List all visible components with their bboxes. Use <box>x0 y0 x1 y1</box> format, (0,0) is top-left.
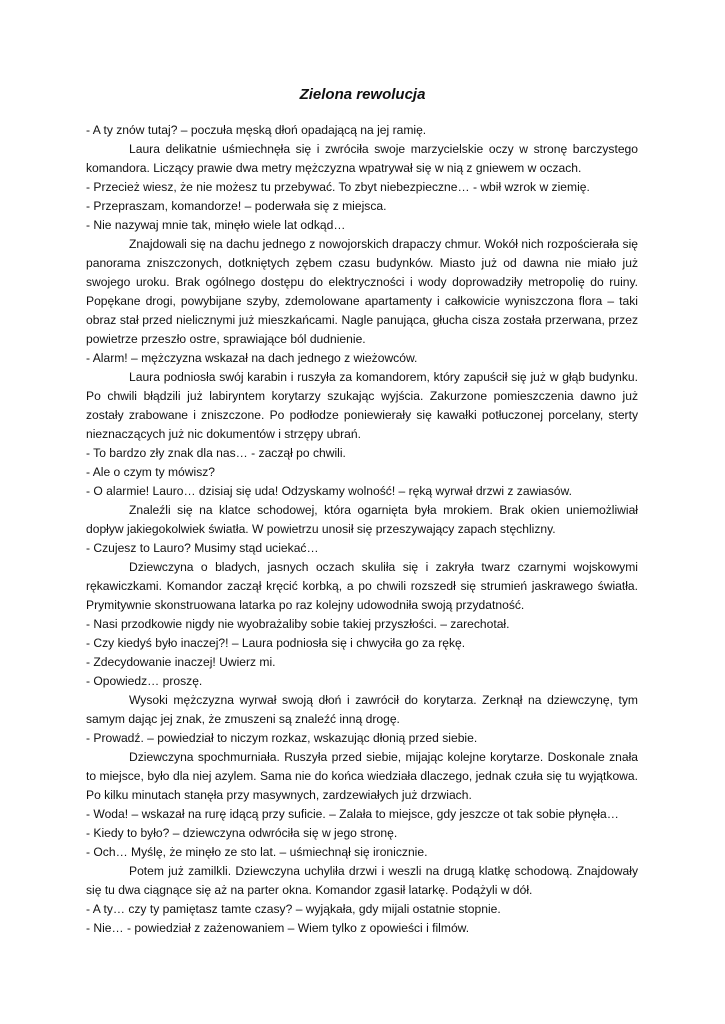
dialogue-line: - A ty… czy ty pamiętasz tamte czasy? – wyjąkała, gdy mijali ostatnie stopnie. <box>86 902 501 916</box>
dialogue-line: - Kiedy to było? – dziewczyna odwróciła się w jego stronę. <box>86 826 398 840</box>
narrative-paragraph: Znaleźli się na klatce schodowej, która ogarnięta była mrokiem. Brak okien uniemożliwiał dopływ jakiegokolwiek światła. W powietrzu unosił się przeszywający zapach stęchlizny. <box>86 503 638 536</box>
dialogue-line: - Prowadź. – powiedział to niczym rozkaz, wskazując dłonią przed siebie. <box>86 731 478 745</box>
dialogue-line: - A ty znów tutaj? – poczuła męską dłoń opadającą na jej ramię. <box>86 123 427 137</box>
dialogue-line: - Nasi przodkowie nigdy nie wyobrażaliby sobie takiej przyszłości. – zarechotał. <box>86 617 510 631</box>
dialogue-line: - Przecież wiesz, że nie możesz tu przebywać. To zbyt niebezpieczne… - wbił wzrok w ziemię. <box>86 180 590 194</box>
dialogue-line: - O alarmie! Lauro… dzisiaj się uda! Odzyskamy wolność! – ręką wyrwał drzwi z zawiasów. <box>86 484 572 498</box>
dialogue-line: - Woda! – wskazał na rurę idącą przy suficie. – Zalała to miejsce, gdy jeszcze ot tak sobie płynęła… <box>86 807 619 821</box>
dialogue-line: - Och… Myślę, że minęło ze sto lat. – uśmiechnął się ironicznie. <box>86 845 428 859</box>
dialogue-line: - Alarm! – mężczyzna wskazał na dach jednego z wieżowców. <box>86 351 418 365</box>
dialogue-line: - Nie… - powiedział z zażenowaniem – Wiem tylko z opowieści i filmów. <box>86 921 470 935</box>
dialogue-line: - To bardzo zły znak dla nas… - zaczął po chwili. <box>86 446 346 460</box>
narrative-paragraph: Laura podniosła swój karabin i ruszyła za komandorem, który zapuścił się już w głąb budynku. Po chwili błądzili już labiryntem korytarzy szukając wyjścia. Zakurzone pomieszczenia dawno już zostały zrabowane i zniszczone. Po podłodze poniewierały się kawałki potłuczonej porcelany, sterty nieznaczących już nic dokumentów i strzępy ubrań. <box>86 370 638 441</box>
document-body <box>86 121 638 938</box>
narrative-paragraph: Wysoki mężczyzna wyrwał swoją dłoń i zawrócił do korytarza. Zerknął na dziewczynę, tym samym dając jej znak, że zmuszeni są znaleźć inną drogę. <box>86 693 638 726</box>
dialogue-line: - Czujesz to Lauro? Musimy stąd uciekać… <box>86 541 319 555</box>
narrative-paragraph: Laura delikatnie uśmiechnęła się i zwróciła swoje marzycielskie oczy w stronę barczystego komandora. Liczący prawie dwa metry mężczyzna wpatrywał się w nią z gniewem w oczach. <box>86 142 638 175</box>
dialogue-line: - Nie nazywaj mnie tak, minęło wiele lat odkąd… <box>86 218 346 232</box>
narrative-paragraph: Dziewczyna spochmurniała. Ruszyła przed siebie, mijając kolejne korytarze. Doskonale znała to miejsce, było dla niej azylem. Sama nie do końca wiedziała dlaczego, jednak czuła się tu wyjątkowa. Po kilku minutach stanęła przy masywnych, zardzewiałych już drzwiach. <box>86 750 638 802</box>
dialogue-line: - Zdecydowanie inaczej! Uwierz mi. <box>86 655 276 669</box>
dialogue-line: - Przepraszam, komandorze! – poderwała się z miejsca. <box>86 199 387 213</box>
narrative-paragraph: Znajdowali się na dachu jednego z nowojorskich drapaczy chmur. Wokół nich rozpościerała się panorama zniszczonych, dotkniętych zębem czasu budynków. Miasto już od dawna nie miało już swojego uroku. Brak ogólnego dostępu do elektryczności i wody doprowadziły metropolię do ruiny. Popękane drogi, powybijane szyby, zdemolowane apartamenty i całkowicie wyniszczona flora – taki obraz stał przed nielicznymi już mieszkańcami. Nagle panująca, głucha cisza została przerwana, przez powietrze przeszło ostre, sprawiające ból dudnienie. <box>86 237 638 346</box>
narrative-paragraph: Dziewczyna o bladych, jasnych oczach skuliła się i zakryła twarz czarnymi wojskowymi rękawiczkami. Komandor zaczął kręcić korbką, a po chwili rozszedł się strumień jaskrawego światła. Prymitywnie skonstruowana latarka po raz kolejny udowodniła swoją przydatność. <box>86 560 638 612</box>
dialogue-line: - Opowiedz… proszę. <box>86 674 203 688</box>
document-title: Zielona rewolucja <box>299 86 426 103</box>
narrative-paragraph: Potem już zamilkli. Dziewczyna uchyliła drzwi i weszli na drugą klatkę schodową. Znajdowały się tu dwa ciągnące się aż na parter okna. Komandor zgasił latarkę. Podążyli w dół. <box>86 864 638 897</box>
dialogue-line: - Ale o czym ty mówisz? <box>86 465 216 479</box>
dialogue-line: - Czy kiedyś było inaczej?! – Laura podniosła się i chwyciła go za rękę. <box>86 636 466 650</box>
